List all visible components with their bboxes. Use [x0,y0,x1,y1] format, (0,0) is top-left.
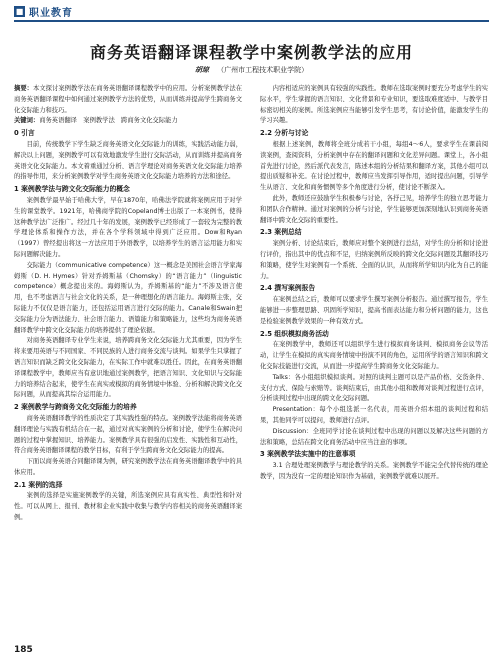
subsection-heading: 2.5 组织模拟商务活动 [260,329,329,338]
section-heading: 2 案例教学与跨商务文化交际能力的培养 [14,403,137,412]
paragraph: 此外，教师还应鼓励学生积极参与讨论，各抒己见，培养学生的独立思考能力和团队合作精神。通过对案例的分析与讨论，学生能够更加深刻地认识到商务英语翻译中跨文化交际的重要性。 [260,194,488,224]
journal-section-label: 职业教育 [29,8,73,19]
paragraph: 在案例总结之后，教师可以要求学生撰写案例分析报告。通过撰写报告，学生能够进一步整理思路、巩固所学知识，提高书面表达能力和分析问题的能力，这也是检验案例教学效果的一种有效方式。 [260,296,488,325]
author-affiliation: （广州市工程技术职业学院） [217,66,309,74]
paragraph: 内容相适应的案例具有较强的实践性。教师在选取案例时要充分考虑学生的实际水平，学生掌握的语言知识、文化背景和专业知识，要选取难度适中、与教学目标密切相关的案例。所选案例应当能够引发学生思考，有讨论价值，能激发学生的学习兴趣。 [260,85,488,125]
paragraph: 案例教学最早始于哈佛大学，早在1870年，哈佛法学院就将案例应用于对学生的课堂教学。1921年，哈佛商学院的Copeland博士出版了一本案例书，使得这种教学法广泛推广。经过几十年的发展，案例教学已经形成了一套较为完整的教学理论体系和操作方法，并在各个学科领域中得到广泛应用。Dow和Ryan（1997）曾经提出将这一方法应用于外语教学，以培养学生的语言运用能力和实际问题解决能力。 [14,196,242,258]
keywords-label: 关键词： [14,117,40,125]
header-rule [14,20,489,22]
abstract [14,84,242,116]
paragraph: 对商务英语翻译专业学生来说，培养跨商务文化交际能力尤其重要，因为学生将来要用英语与不同国家、不同民族的人进行商务交流与谈判。如果学生只掌握了语言知识而缺乏跨文化交际能力，在实际工作中就难以胜任。因此，在商务英语翻译课程教学中，教师应当有意识地通过案例教学，把语言知识、文化知识与交际能力的培养结合起来，使学生在真实或模拟的商务情境中体验、分析和解决跨文化交际问题，从而提高其综合运用能力。 [14,337,242,399]
subsection-heading: 2.4 撰写案例报告 [260,284,316,293]
paragraph: 目前，传统教学下学生缺乏商务英语文化交际能力的训练，实践活动能力弱，解决以上问题，案例教学可以有效地激发学生进行交际活动，从而训练并提高商务英语文化交际能力。本文着重通过分析、语言学理论对商务英语文化交际能力培养的指导作用，来分析案例教学对学生商务英语文化交际能力培养的方法和途径。 [14,140,242,181]
author-byline [0,65,503,75]
paragraph: 根据上述案例，教师将全班分成若干小组，每组4～6人，要求学生在课前阅读案例，查阅资料，分析案例中存在的翻译问题和文化差异问题。课堂上，各小组首先进行讨论，然后派代表发言，陈述本组的分析结果和翻译方案，其他小组可以提出质疑和补充。在讨论过程中，教师应当发挥引导作用，适时提出问题，引导学生从语言、文化和商务惯例等多个角度进行分析，使讨论不断深入。 [260,140,488,192]
page-number: 185 [14,645,33,655]
section-heading: 1 案例教学法与跨文化交际能力的概念 [14,185,130,194]
abstract-label: 摘要： [14,85,34,92]
author-name: 胡琼 [194,65,209,74]
left-column [14,84,242,629]
paragraph: 案例的选择是实施案例教学的关键，所选案例应具有真实性、典型性和针对性。可以从网上、报刊、教材和企业实践中收集与教学内容相关的商务英语翻译案例。 [14,492,242,522]
paragraph: 商务英语翻译教学的性质决定了其实践性强的特点。案例教学法能将商务英语翻译理论与实践有机结合在一起，通过对真实案例的分析和讨论，使学生在解决问题的过程中掌握知识、培养能力。案例教学具有很强的启发性、实践性和互动性，符合商务英语翻译课程的教学目标，有利于学生跨商务文化交际能力的提高。 [14,414,242,455]
abstract-text: 本文探讨案例教学法在商务英语翻译课程教学中的应用。分析案例教学法在商务英语翻译课程中如何通过案例教学方法的优势，从而训练并提高学生跨商务文化交际能力和技巧。 [14,85,242,114]
paragraph: 在案例教学中，教师还可以组织学生进行模拟商务谈判、模拟商务会议等活动，让学生在模拟的真实商务情境中扮演不同的角色，运用所学的语言知识和跨文化交际技能进行交流，从而进一步提高学生跨商务文化交际能力。 [260,341,488,370]
paragraph: Talks：各小组组织模拟谈判。对照的谈判主题可以是产品价格、交货条件、支付方式、保险与索赔等。谈判结束后，由其他小组和教师对谈判过程进行点评，分析谈判过程中出现的跨文化交际问题。 [260,373,488,403]
journal-header [14,4,73,19]
section-heading: 3 案例教学法实施中的注意事项 [260,450,356,459]
right-column [260,84,488,629]
subsection-heading: 2.3 案例总结 [260,228,302,237]
paragraph: 案例分析、讨论结束后，教师应对整个案例进行总结，对学生的分析和讨论进行评价，指出其中的优点和不足，归纳案例所反映的跨文化交际问题及其翻译技巧和策略，使学生对案例有一个系统、全面的认识，从而将所学知识内化为自己的能力。 [260,240,488,280]
paragraph: Discussion：全班同学讨论在谈判过程中出现的问题以及解决这些问题的方法和策略，总结在跨文化商务活动中应当注意的事项。 [260,427,488,446]
article-title: 商务英语翻译课程教学中案例教学法的应用 [89,43,413,62]
subsection-heading: 2.1 案例的选择 [14,480,63,489]
keywords-text: 商务英语翻译 案例教学法 跨商务文化交际能力 [39,117,178,125]
paragraph: Presentation：每个小组选派一名代表，用英语介绍本组的谈判过程和结果，其他同学可以提问，教师进行点评。 [260,406,488,424]
section-heading: 0 引言 [14,129,35,138]
paragraph: 交际能力（communicative competence）这一概念是美国社会语言学家海姆斯（D. H. Hymes）针对乔姆斯基（Chomsky）的“语言能力”（linguistic competence）概念提出来的。海姆斯认为，乔姆斯基的“能力”不涉及语言使用，也不考虑语言与社会文化的关系，是一种理想化的语言能力。海姆斯主张，交际能力不仅仅是语言能力，还包括运用语言进行交际的能力。Canale和Swain把交际能力分为语法能力、社会语言能力、语篇能力和策略能力，这些均为商务英语翻译教学中跨文化交际能力的培养提供了理论依据。 [14,261,242,334]
paragraph: 下面以商务英语合同翻译课为例，研究案例教学法在商务英语翻译教学中的具体应用。 [14,458,242,476]
journal-logo-icon: ■ [15,7,24,16]
subsection-heading: 2.2 分析与讨论 [260,129,309,138]
paragraph: 3.1 合理处理案例教学与理论教学的关系。案例教学不能完全代替传统的理论教学，因为没有一定的理论知识作为基础，案例教学就难以展开。 [260,462,488,480]
keywords [14,116,242,127]
